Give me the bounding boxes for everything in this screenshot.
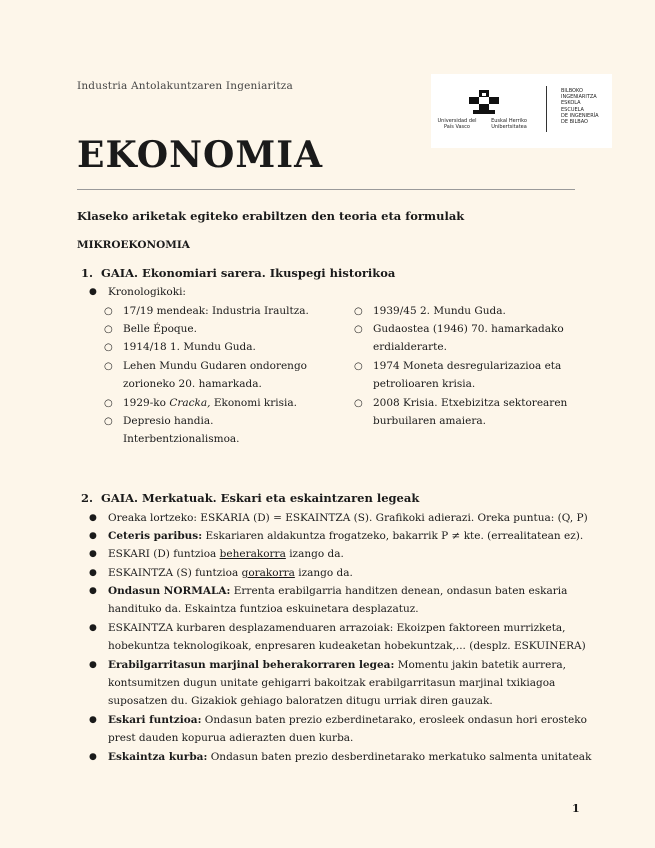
bullet-icon: ● xyxy=(89,568,97,578)
circle-bullet-icon: ○ xyxy=(104,361,113,372)
bullet-icon: ● xyxy=(89,623,97,633)
gaia2-heading xyxy=(81,491,419,505)
circle-bullet-icon: ○ xyxy=(354,324,363,335)
gaia1-number: 1. xyxy=(81,266,94,280)
list-item-continued: petrolioaren krisia. xyxy=(373,378,476,390)
gaia2-item-continued: handituko da. Eskaintza funtzioa eskuinetara desplazatuz. xyxy=(108,603,419,615)
logo-university-eu: Euskal Herriko Unibertsitatea xyxy=(491,118,527,130)
list-item: 1939/45 2. Mundu Guda. xyxy=(373,305,506,317)
gaia2-item-continued: prest dauden kopurua adierazten duen kurba. xyxy=(108,732,354,744)
list-item: 1929-ko Cracka, Ekonomi krisia. xyxy=(123,397,297,409)
gaia2-item: ESKAINTZA kurbaren desplazamenduaren arrazoiak: Ekoizpen faktoreen murrizketa, xyxy=(108,622,566,634)
page-title: EKONOMIA xyxy=(77,134,324,176)
bullet-icon: ● xyxy=(89,513,97,523)
gaia2-item: Eskari funtzioa: Ondasun baten prezio ezberdinetarako, erosleek ondasun hori erosteko xyxy=(108,714,587,726)
logo-university-es: Universidad del País Vasco xyxy=(437,118,477,130)
circle-bullet-icon: ○ xyxy=(354,361,363,372)
logo-school-name: BILBOKO INGENIARITZA ESKOLA ESCUELA DE INGENIERÍA DE BILBAO xyxy=(561,88,599,126)
list-item: 2008 Krisia. Etxebizitza sektorearen xyxy=(373,397,568,409)
list-item: Depresio handia. xyxy=(123,415,214,427)
list-item: 1914/18 1. Mundu Guda. xyxy=(123,341,256,353)
gaia2-item: Oreaka lortzeko: ESKARIA (D) = ESKAINTZA (S). Grafikoki adierazi. Oreka puntua: (Q, P) xyxy=(108,512,588,524)
course-subtitle: Industria Antolakuntzaren Ingeniaritza xyxy=(77,80,293,92)
gaia2-item: Eskaintza kurba: Ondasun baten prezio desberdinetarako merkatuko salmenta unitateak xyxy=(108,751,592,763)
circle-bullet-icon: ○ xyxy=(354,398,363,409)
section-heading: MIKROEKONOMIA xyxy=(77,239,190,251)
list-item: Gudaostea (1946) 70. hamarkadako xyxy=(373,323,564,335)
list-item: Lehen Mundu Gudaren ondorengo xyxy=(123,360,307,372)
bullet-icon: ● xyxy=(89,660,97,670)
list-item-continued: burbuilaren amaiera. xyxy=(373,415,486,427)
gaia2-item: ESKARI (D) funtzioa beherakorra izango da. xyxy=(108,548,344,560)
bullet-icon: ● xyxy=(89,715,97,725)
gaia2-item-continued: hobekuntza teknologikoak, enpresaren kudeaketan hobekuntzak,... (desplz. ESKUINERA) xyxy=(108,640,586,652)
title-divider xyxy=(77,189,575,190)
gaia2-item: Ondasun NORMALA: Errenta erabilgarria handitzen denean, ondasun baten eskaria xyxy=(108,585,568,597)
bullet-icon: ● xyxy=(89,752,97,762)
gaia2-item: Erabilgarritasun marjinal beherakorraren legea: Momentu jakin batetik aurrera, xyxy=(108,659,566,671)
gaia1-title: GAIA. Ekonomiari sarera. Ikuspegi historikoa xyxy=(101,266,396,280)
circle-bullet-icon: ○ xyxy=(104,342,113,353)
gaia2-title: GAIA. Merkatuak. Eskari eta eskaintzaren legeak xyxy=(101,491,420,505)
circle-bullet-icon: ○ xyxy=(104,324,113,335)
circle-bullet-icon: ○ xyxy=(104,398,113,409)
bullet-icon: ● xyxy=(89,287,97,297)
list-item: 17/19 mendeak: Industria Iraultza. xyxy=(123,305,309,317)
gaia2-number: 2. xyxy=(81,491,94,505)
gaia2-item: ESKAINTZA (S) funtzioa gorakorra izango da. xyxy=(108,567,353,579)
circle-bullet-icon: ○ xyxy=(104,416,113,427)
gaia2-item-continued: suposatzen du. Gizakiok gehiago baloratzen ditugu urriak diren gauzak. xyxy=(108,695,493,707)
list-item: Belle Époque. xyxy=(123,323,197,335)
intro-heading: Klaseko ariketak egiteko erabiltzen den teoria eta formulak xyxy=(77,209,465,223)
list-item-continued: Interbentzionalismoa. xyxy=(123,433,240,445)
gaia1-bullet: Kronologikoki: xyxy=(108,286,186,298)
circle-bullet-icon: ○ xyxy=(354,306,363,317)
logo-divider xyxy=(546,86,547,132)
bullet-icon: ● xyxy=(89,531,97,541)
gaia1-heading xyxy=(81,266,395,280)
list-item-continued: erdialderarte. xyxy=(373,341,447,353)
circle-bullet-icon: ○ xyxy=(104,306,113,317)
bullet-icon: ● xyxy=(89,586,97,596)
gaia2-item: Ceteris paribus: Eskariaren aldakuntza frogatzeko, bakarrik P ≠ kte. (errealitatean ez). xyxy=(108,530,584,542)
page-number: 1 xyxy=(572,802,580,815)
list-item: 1974 Moneta desregularizazioa eta xyxy=(373,360,562,372)
gaia2-item-continued: kontsumitzen dugun unitate gehigarri bakoitzak erabilgarritasun marjinal txikiagoa xyxy=(108,677,556,689)
university-logo xyxy=(431,74,612,148)
list-item-continued: zorioneko 20. hamarkada. xyxy=(123,378,262,390)
bullet-icon: ● xyxy=(89,549,97,559)
university-emblem-icon xyxy=(469,90,499,116)
